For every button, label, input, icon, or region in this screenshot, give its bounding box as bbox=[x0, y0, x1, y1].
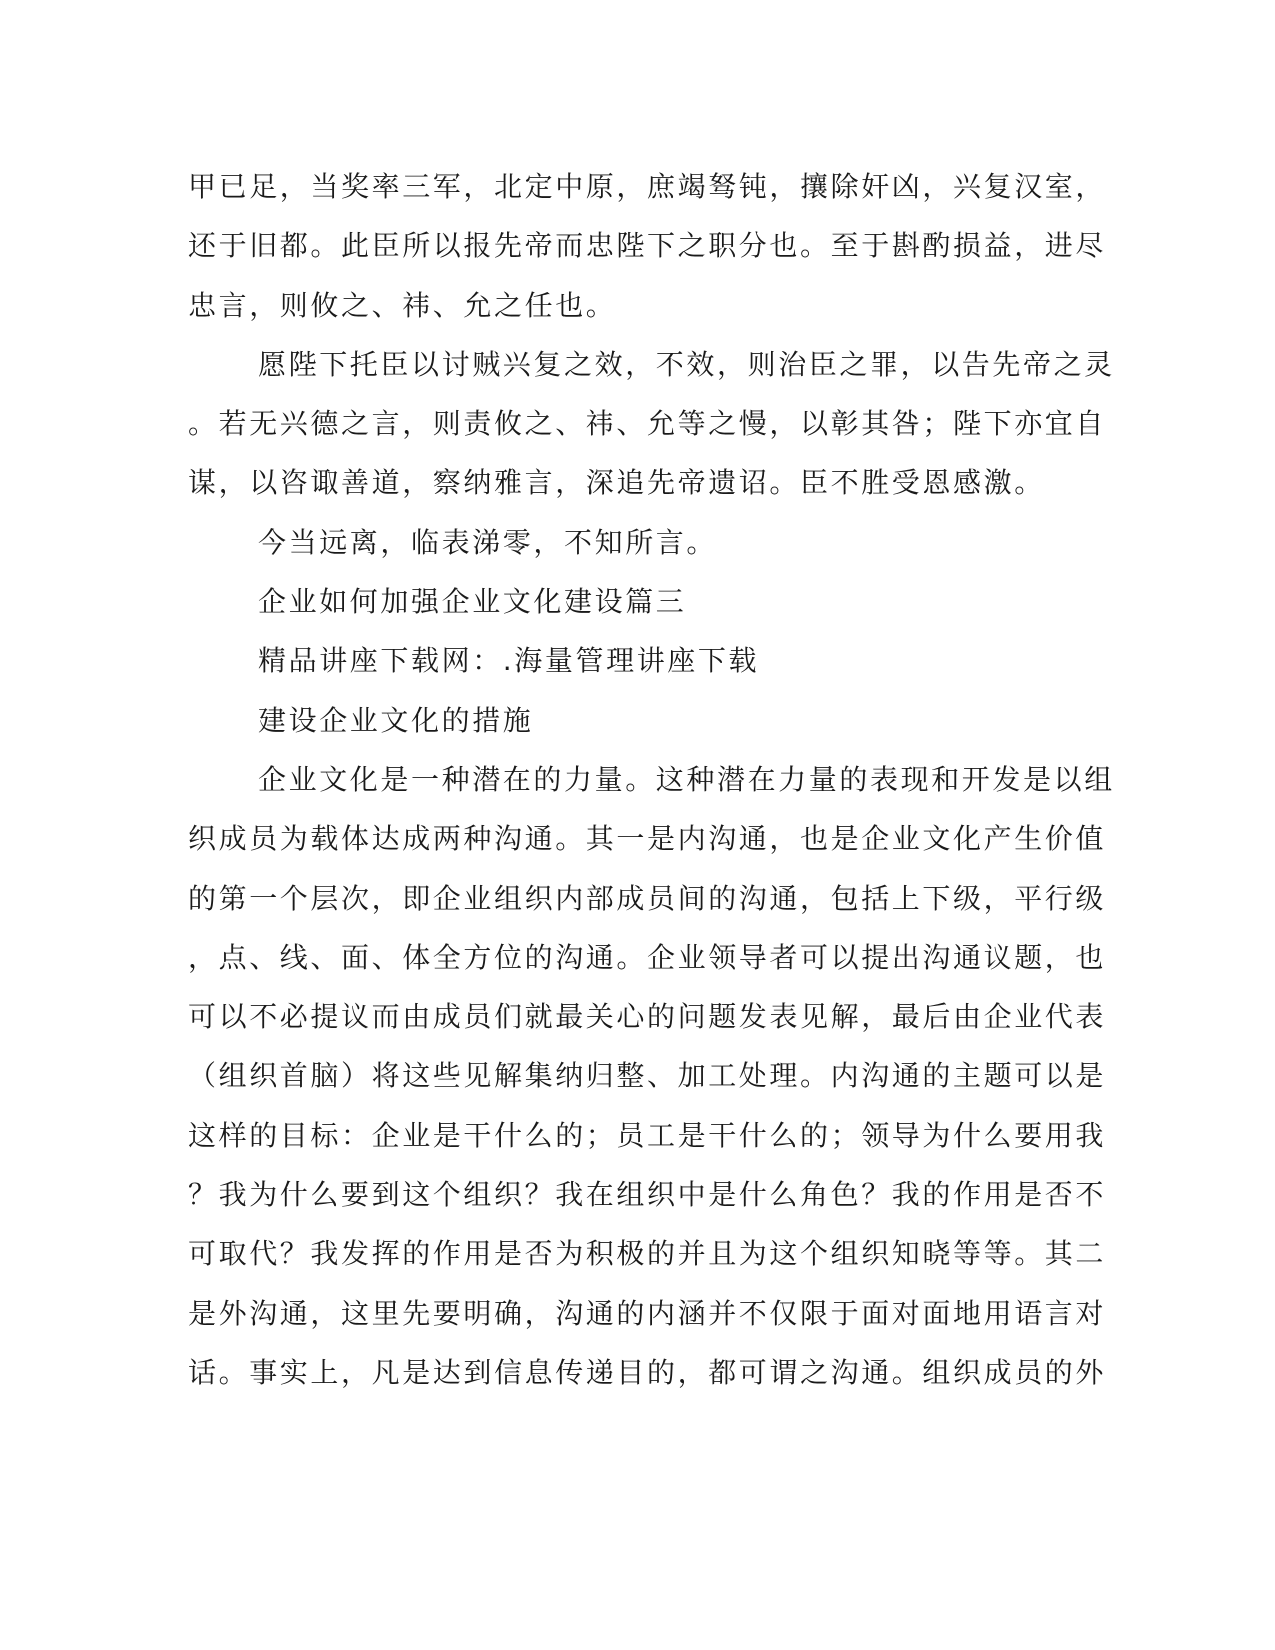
text-line: 话。事实上，凡是达到信息传递目的，都可谓之沟通。组织成员的外 bbox=[188, 1355, 1107, 1389]
text-line: 。若无兴德之言，则责攸之、祎、允等之慢，以彰其咎；陛下亦宜自 bbox=[188, 407, 1107, 441]
source-note: 精品讲座下载网：.海量管理讲座下载 bbox=[258, 644, 760, 678]
text-line: 织成员为载体达成两种沟通。其一是内沟通，也是企业文化产生价值 bbox=[188, 822, 1107, 856]
body-text bbox=[188, 157, 1115, 1402]
paragraph-start-line: 愿陛下托臣以讨贼兴复之效，不效，则治臣之罪，以告先帝之灵 bbox=[258, 347, 1115, 381]
section-heading: 企业如何加强企业文化建设篇三 bbox=[258, 585, 687, 619]
text-line: （组织首脑）将这些见解集纳归整、加工处理。内沟通的主题可以是 bbox=[188, 1059, 1107, 1093]
text-line: 忠言，则攸之、祎、允之任也。 bbox=[188, 288, 617, 322]
text-line: ？我为什么要到这个组织？我在组织中是什么角色？我的作用是否不 bbox=[188, 1178, 1107, 1212]
text-line: 这样的目标：企业是干什么的；员工是干什么的；领导为什么要用我 bbox=[188, 1118, 1107, 1152]
text-line: 的第一个层次，即企业组织内部成员间的沟通，包括上下级，平行级 bbox=[188, 881, 1107, 915]
subheading: 建设企业文化的措施 bbox=[258, 703, 534, 737]
paragraph-start-line: 企业文化是一种潜在的力量。这种潜在力量的表现和开发是以组 bbox=[258, 762, 1115, 796]
text-line: 可以不必提议而由成员们就最关心的问题发表见解，最后由企业代表 bbox=[188, 1000, 1107, 1034]
text-line: 可取代？我发挥的作用是否为积极的并且为这个组织知晓等等。其二 bbox=[188, 1237, 1107, 1271]
paragraph-start-line: 今当远离，临表涕零，不知所言。 bbox=[258, 525, 718, 559]
text-line: 是外沟通，这里先要明确，沟通的内涵并不仅限于面对面地用语言对 bbox=[188, 1296, 1107, 1330]
text-line: 谋，以咨诹善道，察纳雅言，深追先帝遗诏。臣不胜受恩感激。 bbox=[188, 466, 1045, 500]
text-line: ，点、线、面、体全方位的沟通。企业领导者可以提出沟通议题，也 bbox=[188, 940, 1107, 974]
text-line: 还于旧都。此臣所以报先帝而忠陛下之职分也。至于斟酌损益，进尽 bbox=[188, 229, 1107, 263]
text-line: 甲已足，当奖率三军，北定中原，庶竭驽钝，攘除奸凶，兴复汉室， bbox=[188, 170, 1107, 203]
